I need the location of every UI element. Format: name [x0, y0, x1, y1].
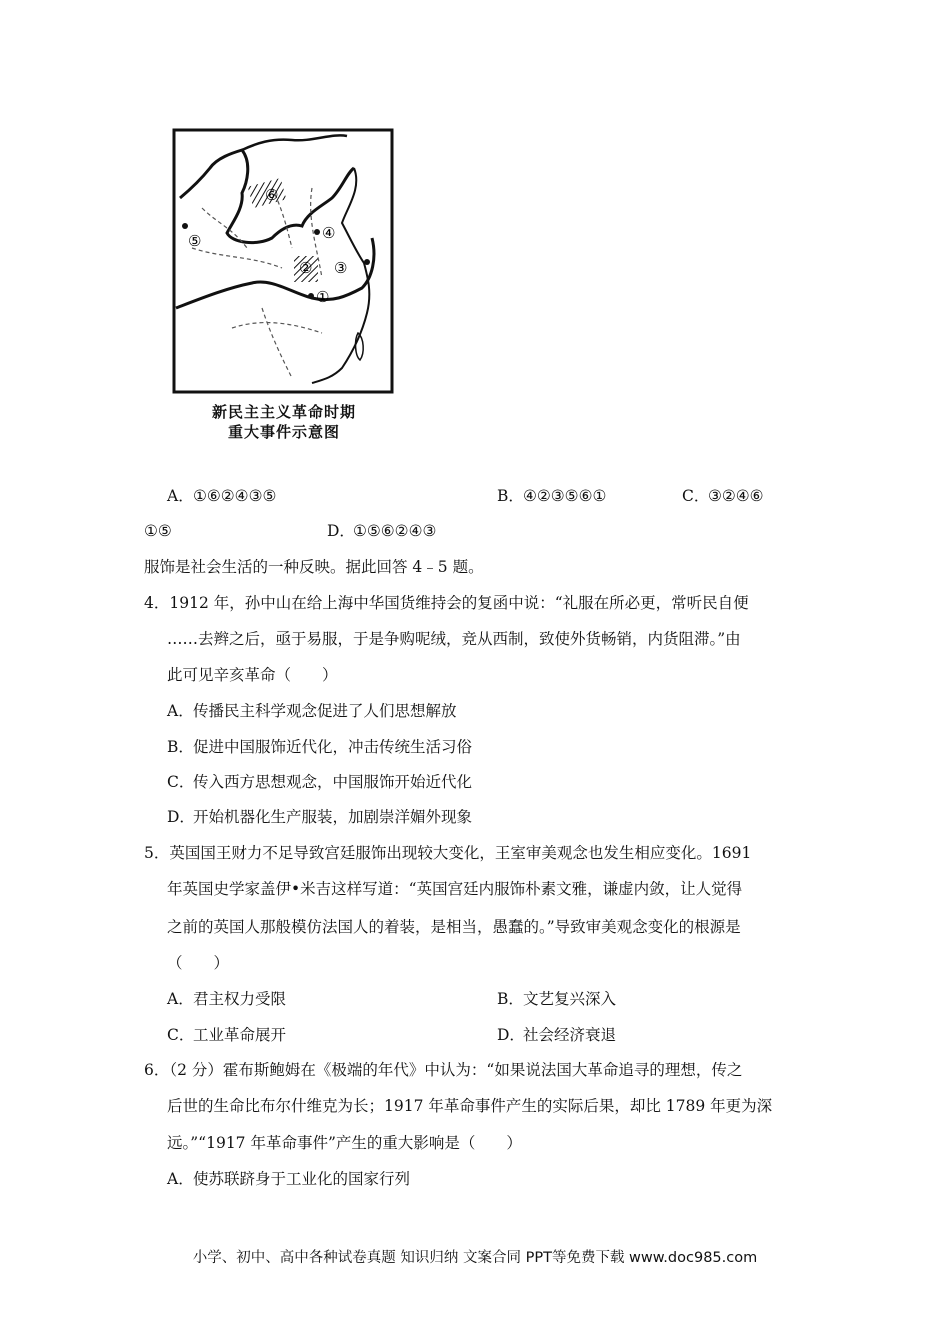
q5-stem-line3: 之前的英国人那般模仿法国人的着装，是相当，愚蠢的。”导致审美观念变化的根源是: [167, 918, 741, 936]
q4-option-a: [167, 701, 457, 721]
option-label: A．: [167, 990, 194, 1008]
map-illustration: [172, 128, 396, 396]
page-footer: 小学、初中、高中各种试卷真题 知识归纳 文案合同 PPT等免费下载 www.doc985.com: [192, 1250, 758, 1266]
option-label: A．: [167, 702, 194, 720]
q6-stem-line1: 6．（2 分）霍布斯鲍姆在《极端的年代》中认为：“如果说法国大革命追寻的理想，传之: [144, 1061, 743, 1079]
option-text: 文艺复兴深入: [523, 990, 617, 1008]
q4-stem-line1: 4．1912 年，孙中山在给上海中华国货维持会的复函中说：“礼服在所必更，常听民自便: [144, 594, 749, 612]
option-text: 君主权力受限: [193, 990, 287, 1008]
option-label: D．: [327, 522, 355, 540]
option-label: C．: [682, 487, 710, 505]
q3-option-b: [497, 486, 606, 506]
option-text: 传入西方思想观念，中国服饰开始近代化: [193, 773, 473, 791]
q3-option-c: [682, 486, 764, 506]
option-label: B．: [497, 487, 524, 505]
marker-4: ④: [322, 224, 336, 242]
q4-option-d: [167, 807, 472, 827]
q5-stem-line4: （ ）: [167, 954, 230, 972]
marker-dot-3: [364, 259, 370, 265]
q5-option-b: [497, 989, 616, 1009]
marker-3: ③: [334, 259, 348, 277]
option-text: 促进中国服饰近代化，冲击传统生活习俗: [193, 738, 473, 756]
q3-option-a: [167, 486, 276, 506]
option-label: D．: [497, 1026, 525, 1044]
marker-5: ⑤: [188, 232, 202, 250]
section-intro: 服饰是社会生活的一种反映。据此回答 4﹣5 题。: [144, 558, 484, 576]
q6-option-a: [167, 1169, 410, 1189]
map-frame: [174, 130, 392, 392]
option-text: 传播民主科学观念促进了人们思想解放: [193, 702, 457, 720]
option-label: A．: [167, 487, 194, 505]
map-caption-line1: 新民主主义革命时期: [211, 403, 356, 421]
q5-option-a: [167, 989, 286, 1009]
q4-stem-line3: 此可见辛亥革命（ ）: [167, 666, 338, 684]
option-text: ①⑥②④③⑤: [193, 487, 277, 505]
marker-1: ①: [316, 288, 330, 306]
marker-6: ⑥: [265, 186, 279, 204]
map-caption: [172, 402, 396, 442]
option-label: B．: [497, 990, 524, 1008]
q6-stem-line3: 远。”“1917 年革命事件”产生的重大影响是（ ）: [167, 1134, 522, 1152]
q6-stem-line2: 后世的生命比布尔什维克为长；1917 年革命事件产生的实际后果，却比 1789 年更为深: [167, 1097, 773, 1115]
option-label: C．: [167, 1026, 195, 1044]
option-text: 工业革命展开: [193, 1026, 287, 1044]
q4-stem-line2: ……去辫之后，亟于易服，于是争购呢绒，竞从西制，致使外货畅销，内货阻滞。”由: [167, 630, 741, 648]
option-label: B．: [167, 738, 194, 756]
option-text: ③②④⑥: [708, 487, 764, 505]
option-label: C．: [167, 773, 195, 791]
marker-2: ②: [299, 259, 313, 277]
q3-option-c-continued: ①⑤: [144, 522, 172, 540]
option-text: ①⑤⑥②④③: [353, 522, 437, 540]
marker-dot-5: [182, 223, 188, 229]
marker-dot-4: [314, 229, 320, 235]
option-text: ④②③⑤⑥①: [523, 487, 607, 505]
revolution-map-figure: [172, 128, 396, 446]
option-label: A．: [167, 1170, 194, 1188]
q3-option-d: [327, 521, 436, 541]
option-label: D．: [167, 808, 195, 826]
option-text: 使苏联跻身于工业化的国家行列: [193, 1170, 411, 1188]
option-text: 开始机器化生产服装，加剧崇洋媚外现象: [193, 808, 473, 826]
marker-dot-1: [308, 293, 314, 299]
q5-stem-line1: 5．英国国王财力不足导致宫廷服饰出现较大变化，王室审美观念也发生相应变化。1691: [144, 844, 752, 862]
q4-option-c: [167, 772, 472, 792]
q5-stem-line2: 年英国史学家盖伊•米吉这样写道：“英国宫廷内服饰朴素文雅，谦虚内敛，让人觉得: [167, 880, 743, 898]
option-text: 社会经济衰退: [523, 1026, 617, 1044]
q5-option-d: [497, 1025, 616, 1045]
q5-option-c: [167, 1025, 286, 1045]
map-caption-line2: 重大事件示意图: [227, 423, 340, 441]
q4-option-b: [167, 737, 472, 757]
